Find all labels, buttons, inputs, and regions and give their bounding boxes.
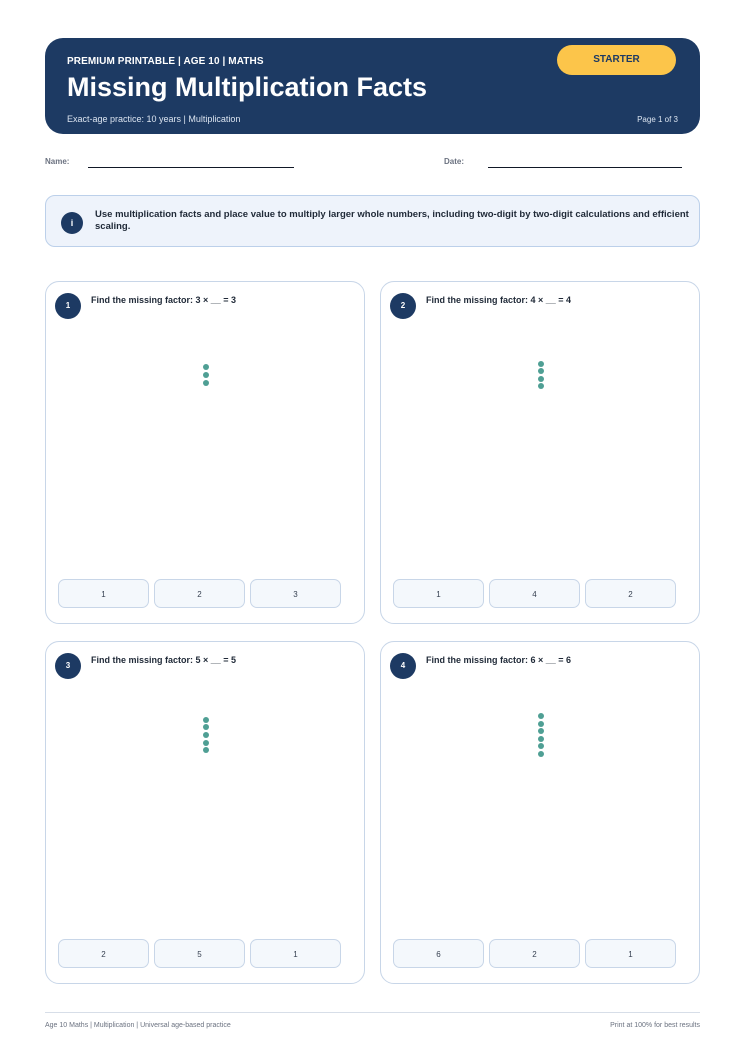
dot — [538, 751, 544, 757]
answer-choice[interactable]: 1 — [585, 939, 676, 968]
dot — [203, 724, 209, 730]
answer-choice[interactable]: 1 — [250, 939, 341, 968]
question-card-1 — [45, 281, 365, 624]
level-badge: STARTER — [557, 45, 676, 75]
dot — [203, 717, 209, 723]
page-title: Missing Multiplication Facts — [67, 72, 428, 102]
dot — [538, 736, 544, 742]
footer-right-text: Print at 100% for best results — [610, 1022, 700, 1029]
answer-choice[interactable]: 4 — [489, 579, 580, 608]
date-label: Date: — [444, 157, 465, 166]
header-kicker: PREMIUM PRINTABLE | AGE 10 | MATHS — [67, 56, 264, 67]
dot — [538, 743, 544, 749]
page-indicator: Page 1 of 3 — [637, 115, 678, 124]
answer-choice[interactable]: 1 — [393, 579, 484, 608]
dot — [203, 747, 209, 753]
answer-choice[interactable]: 3 — [250, 579, 341, 608]
dot — [538, 376, 544, 382]
question-card-2 — [380, 281, 700, 624]
question-number: 1 — [55, 293, 81, 319]
name-field[interactable] — [88, 167, 294, 168]
question-text: Find the missing factor: 3 × __ = 3 — [91, 295, 237, 305]
footer-divider — [45, 1012, 700, 1013]
dot — [538, 368, 544, 374]
answer-choice[interactable]: 2 — [585, 579, 676, 608]
question-number: 3 — [55, 653, 81, 679]
answer-choice[interactable]: 2 — [489, 939, 580, 968]
dot — [538, 728, 544, 734]
dot — [538, 361, 544, 367]
answer-choice[interactable]: 1 — [58, 579, 149, 608]
worksheet-header — [45, 38, 700, 134]
dot — [538, 713, 544, 719]
dot — [538, 383, 544, 389]
dot — [538, 721, 544, 727]
name-label: Name: — [45, 157, 70, 166]
answer-choice[interactable]: 5 — [154, 939, 245, 968]
answer-choice[interactable]: 6 — [393, 939, 484, 968]
dot — [203, 364, 209, 370]
question-text: Find the missing factor: 6 × __ = 6 — [426, 655, 572, 665]
question-text: Find the missing factor: 4 × __ = 4 — [426, 295, 572, 305]
dot — [203, 380, 209, 386]
question-card-3 — [45, 641, 365, 984]
question-card-4 — [380, 641, 700, 984]
date-field[interactable] — [488, 167, 682, 168]
learning-objective-text: Use multiplication facts and place value to multiply larger whole numbers, including two-digit by two-digit calculations and efficient scaling. — [95, 209, 689, 232]
answer-choice[interactable]: 2 — [58, 939, 149, 968]
question-text: Find the missing factor: 5 × __ = 5 — [91, 655, 237, 665]
answer-choice[interactable]: 2 — [154, 579, 245, 608]
dot — [203, 732, 209, 738]
dot — [203, 372, 209, 378]
info-icon: i — [61, 212, 83, 234]
footer-left-text: Age 10 Maths | Multiplication | Universal age-based practice — [45, 1022, 231, 1029]
header-subtitle: Exact-age practice: 10 years | Multiplication — [67, 114, 241, 124]
question-number: 2 — [390, 293, 416, 319]
question-number: 4 — [390, 653, 416, 679]
learning-objective-box — [45, 195, 700, 247]
dot — [203, 740, 209, 746]
